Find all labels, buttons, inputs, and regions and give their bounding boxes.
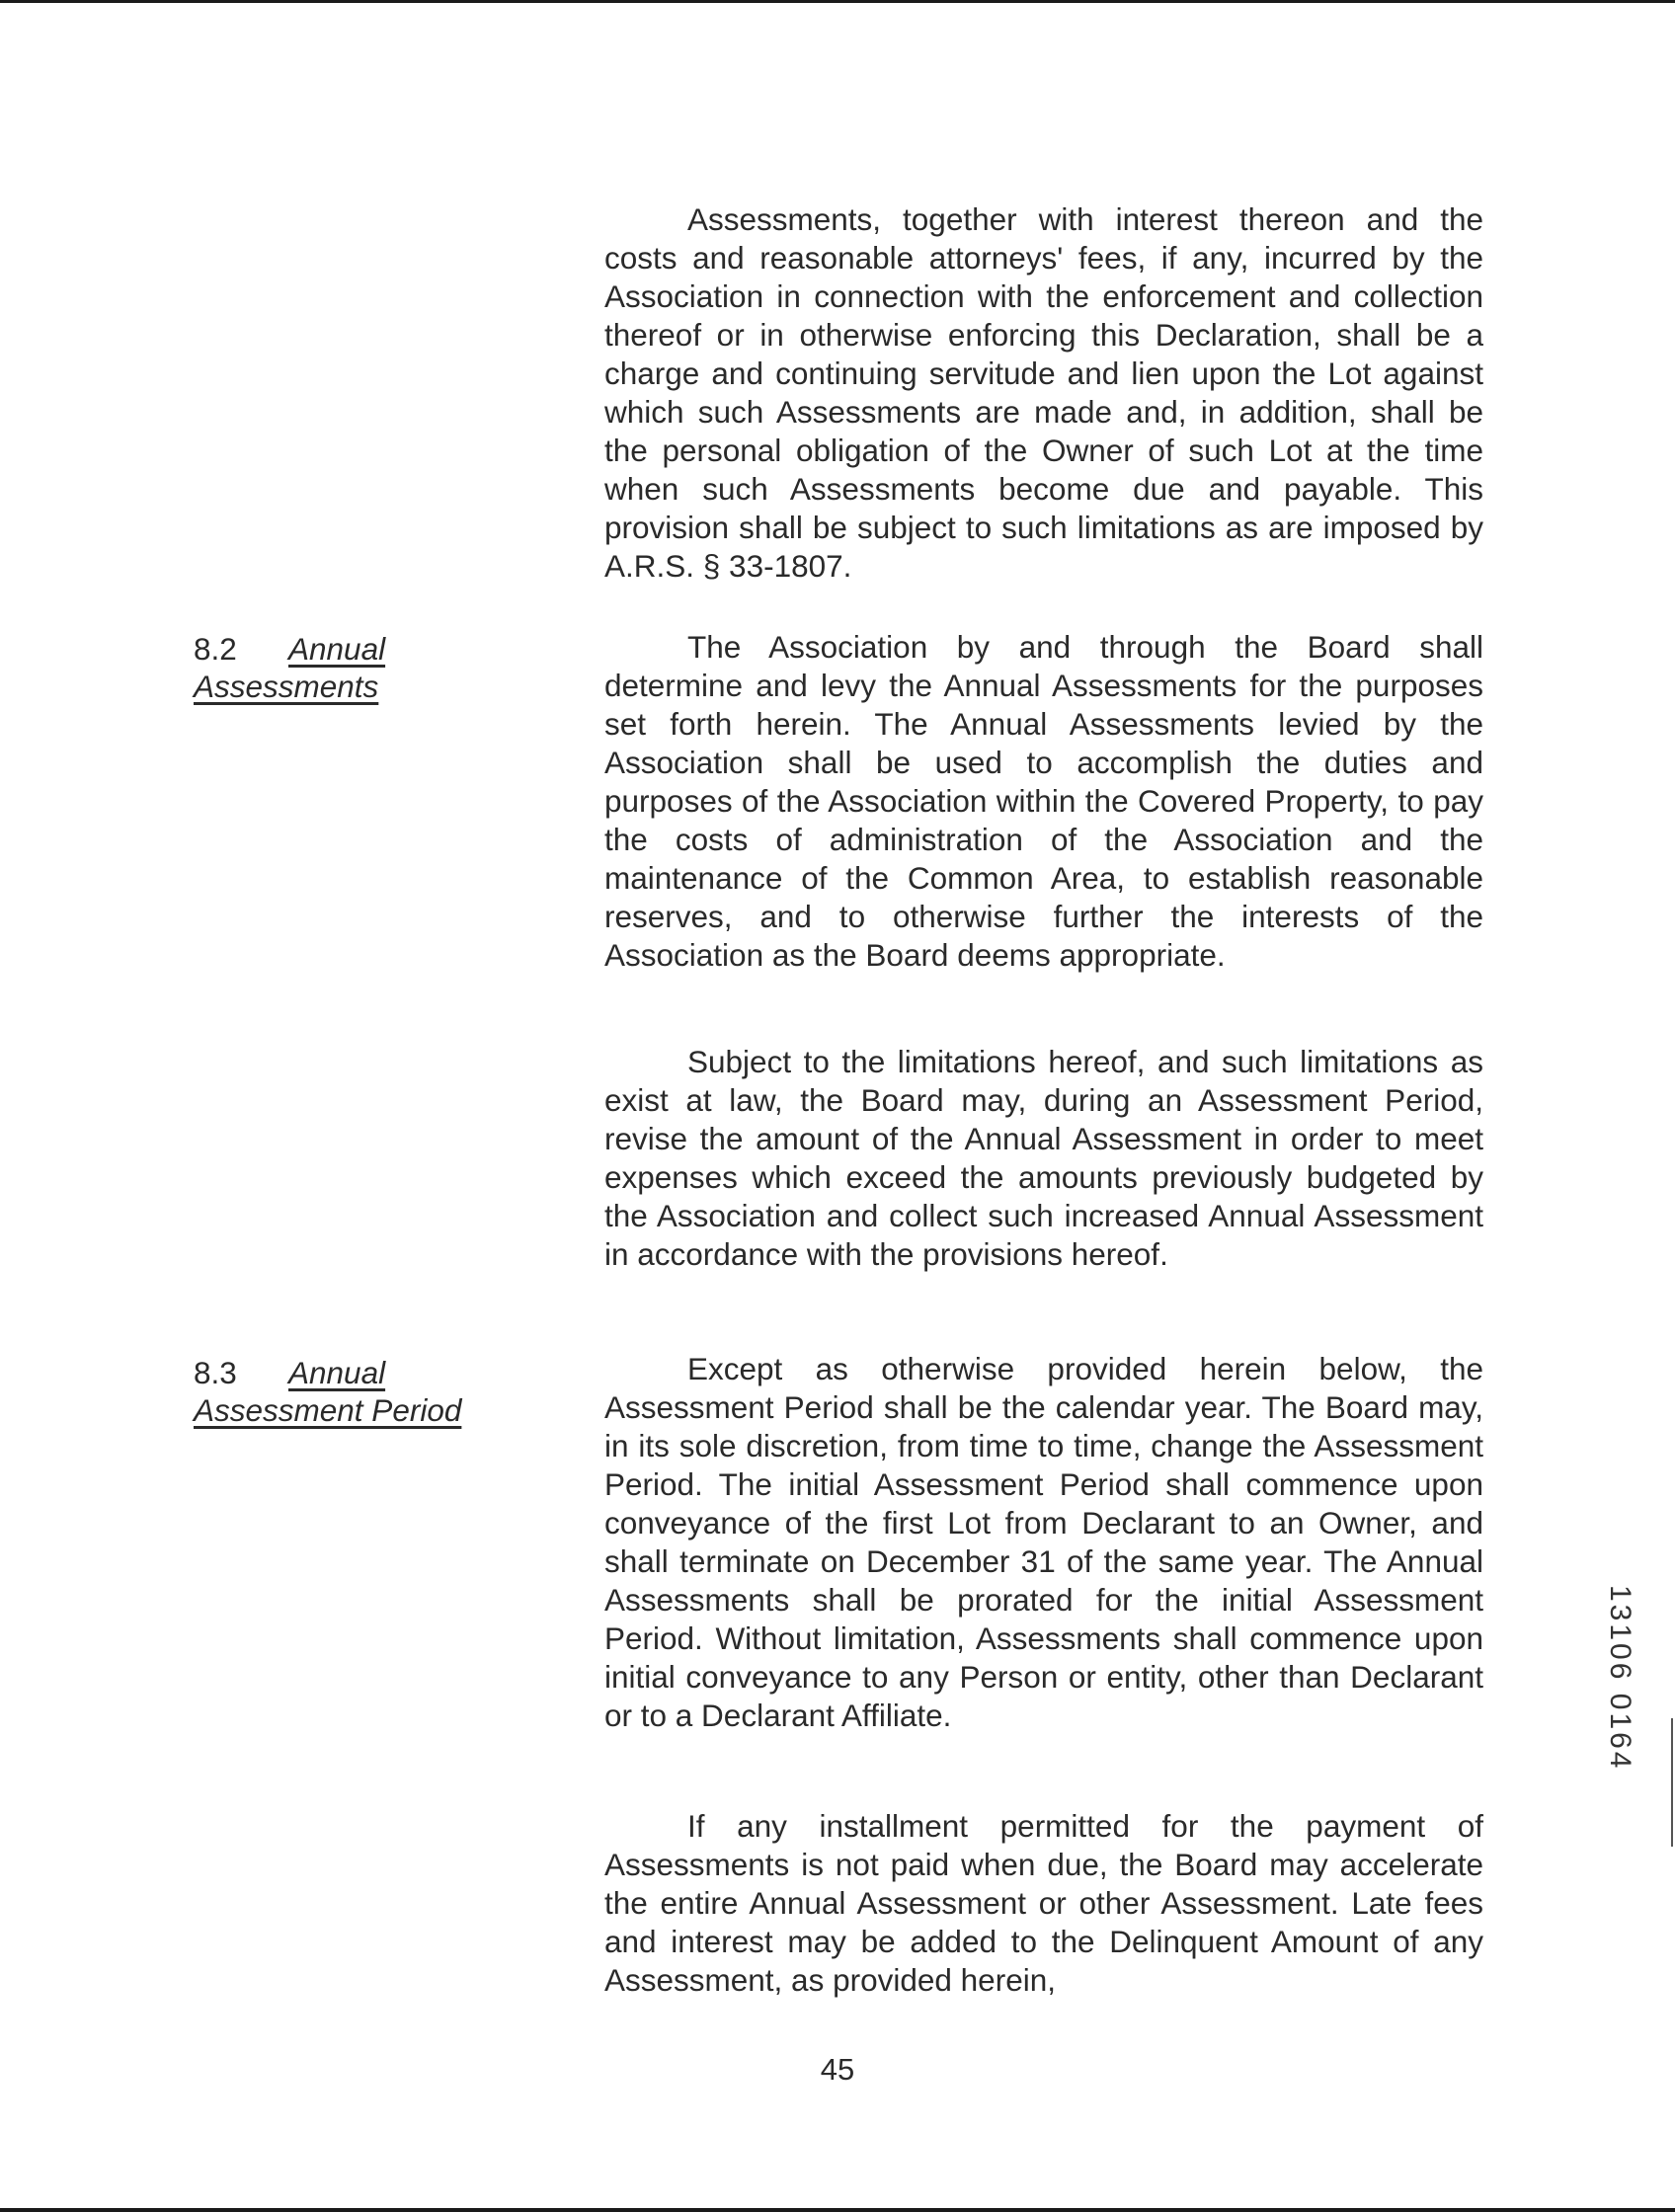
scan-edge-top: [0, 0, 1675, 3]
paragraph-text: The Association by and through the Board shall determine and levy the Annual Assessments for the purposes set forth herein. The Annual Assessments levied by the Association shall be used to accomplish the duties and purposes of the Association within the Covered Property, to pay the costs of administration of the Association and the maintenance of the Common Area, to establish reasonable reserves, and to otherwise further the interests of the Association as the Board deems appropriate.: [604, 629, 1483, 973]
section-heading-8-2: [194, 630, 549, 705]
section-title-line2: Assessments: [194, 669, 379, 704]
scan-edge-bottom: [0, 2208, 1675, 2212]
paragraph-assessment-period: [604, 1350, 1483, 1735]
section-number: 8.2: [194, 631, 237, 667]
section-number: 8.3: [194, 1355, 237, 1390]
paragraph-text: If any installment permitted for the payment of Assessments is not paid when due, the Board may accelerate the entire Annual Assessment or other Assessment. Late fees and interest may be added to the Delinquent Amount of any Assessment, as provided herein,: [604, 1808, 1483, 1998]
recording-stamp-text: 13106 0164: [1604, 1585, 1636, 1772]
section-title-line1: Annual: [288, 631, 386, 667]
paragraph-text: Subject to the limitations hereof, and such limitations as exist at law, the Board may, during an Assessment Period, revise the amount of the Annual Assessment in order to meet expenses which exceed the amounts previously budgeted by the Association and collect such increased Annual Assessment in accordance with the provisions hereof.: [604, 1044, 1483, 1272]
page-number: 45: [820, 2052, 855, 2087]
paragraph-assessments-lien: [604, 200, 1483, 586]
paragraph-annual-assessments: [604, 628, 1483, 975]
scan-edge-right: [1671, 1718, 1673, 1847]
section-title-line1: Annual: [288, 1355, 386, 1390]
recording-stamp: [1600, 1585, 1643, 1852]
section-title-line2: Assessment Period: [194, 1392, 462, 1428]
paragraph-text: Except as otherwise provided herein below, the Assessment Period shall be the calendar year. The Board may, in its sole discretion, from time to time, change the Assessment Period. The initial Assessment Period shall commence upon conveyance of the first Lot from Declarant to an Owner, and shall terminate on December 31 of the same year. The Annual Assessments shall be prorated for the initial Assessment Period. Without limitation, Assessments shall commence upon initial conveyance to any Person or entity, other than Declarant or to a Declarant Affiliate.: [604, 1351, 1483, 1733]
paragraph-installment: [604, 1807, 1483, 2000]
paragraph-revise-assessment: [604, 1043, 1483, 1274]
paragraph-text: Assessments, together with interest thereon and the costs and reasonable attorneys' fees, if any, incurred by the Association in connection with the enforcement and collection thereof or in otherwise enforcing this Declaration, shall be a charge and continuing servitude and lien upon the Lot against which such Assessments are made and, in addition, shall be the personal obligation of the Owner of such Lot at the time when such Assessments become due and payable. This provision shall be subject to such limitations as are imposed by A.R.S. § 33-1807.: [604, 201, 1483, 584]
section-heading-8-3: [194, 1354, 549, 1429]
